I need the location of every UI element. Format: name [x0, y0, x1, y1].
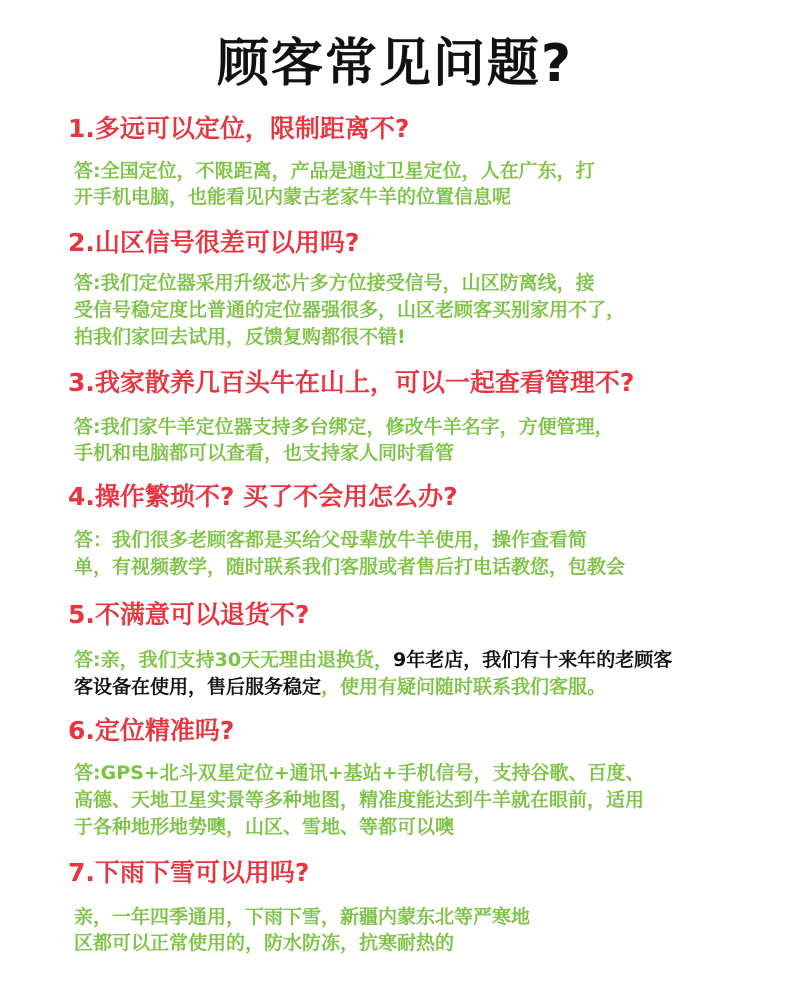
answer-1-line-1: 答:全国定位，不限距离，产品是通过卫星定位，人在广东，打: [74, 160, 595, 182]
answer-3-line-1: 答:我们家牛羊定位器支持多台绑定，修改牛羊名字，方便管理，: [74, 416, 614, 438]
answer-2-line-2: 受信号稳定度比普通的定位器强很多，山区老顾客买别家用不了，: [74, 299, 626, 321]
question-1: 1.多远可以定位，限制距离不?: [68, 114, 410, 143]
answer-2-line-1: 答:我们定位器采用升级芯片多方位接受信号，山区防离线，接: [74, 272, 595, 294]
answer-5-line-2: [74, 674, 606, 700]
answer-7-line-1: 亲，一年四季通用，下雨下雪，新疆内蒙东北等严寒地: [74, 906, 531, 928]
answer-4-line-1: 答：我们很多老顾客都是买给父母辈放牛羊使用，操作查看简: [74, 529, 588, 551]
answer-5-line-1: [74, 647, 672, 673]
answer-5-part-a: 答:亲，我们支持30天无理由退换货，: [74, 649, 394, 671]
answer-4-line-2: 单，有视频教学，随时联系我们客服或者售后打电话教您，包教会: [74, 556, 626, 578]
question-2: 2.山区信号很差可以用吗?: [68, 228, 360, 257]
question-6: 6.定位精准吗?: [68, 716, 235, 745]
answer-5-part-b: 9年老店，我们有十来年的老顾客: [393, 649, 673, 671]
answer-6-line-1: 答:GPS+北斗双星定位+通讯+基站+手机信号，支持谷歌、百度、: [74, 762, 645, 784]
answer-2-line-3: 拍我们家回去试用，反馈复购都很不错!: [74, 326, 406, 348]
answer-6-line-3: 于各种地形地势噢，山区、雪地、等都可以噢: [74, 816, 455, 838]
question-7: 7.下雨下雪可以用吗?: [68, 858, 310, 887]
question-3: 3.我家散养几百头牛在山上，可以一起查看管理不?: [68, 368, 635, 397]
page-title: 顾客常见问题?: [216, 34, 574, 94]
question-4: 4.操作繁琐不? 买了不会用怎么办?: [68, 482, 458, 511]
answer-5-part-c: 客设备在使用，售后服务稳定: [74, 676, 322, 698]
question-5: 5.不满意可以退货不?: [68, 600, 310, 629]
answer-5-part-d: ，使用有疑问随时联系我们客服。: [321, 676, 607, 698]
answer-7-line-2: 区都可以正常使用的，防水防冻，抗寒耐热的: [74, 932, 455, 954]
answer-6-line-2: 高德、天地卫星实景等多种地图，精准度能达到牛羊就在眼前，适用: [74, 789, 645, 811]
answer-3-line-2: 手机和电脑都可以查看，也支持家人同时看管: [74, 442, 455, 464]
answer-1-line-2: 开手机电脑，也能看见内蒙古老家牛羊的位置信息呢: [74, 186, 512, 208]
